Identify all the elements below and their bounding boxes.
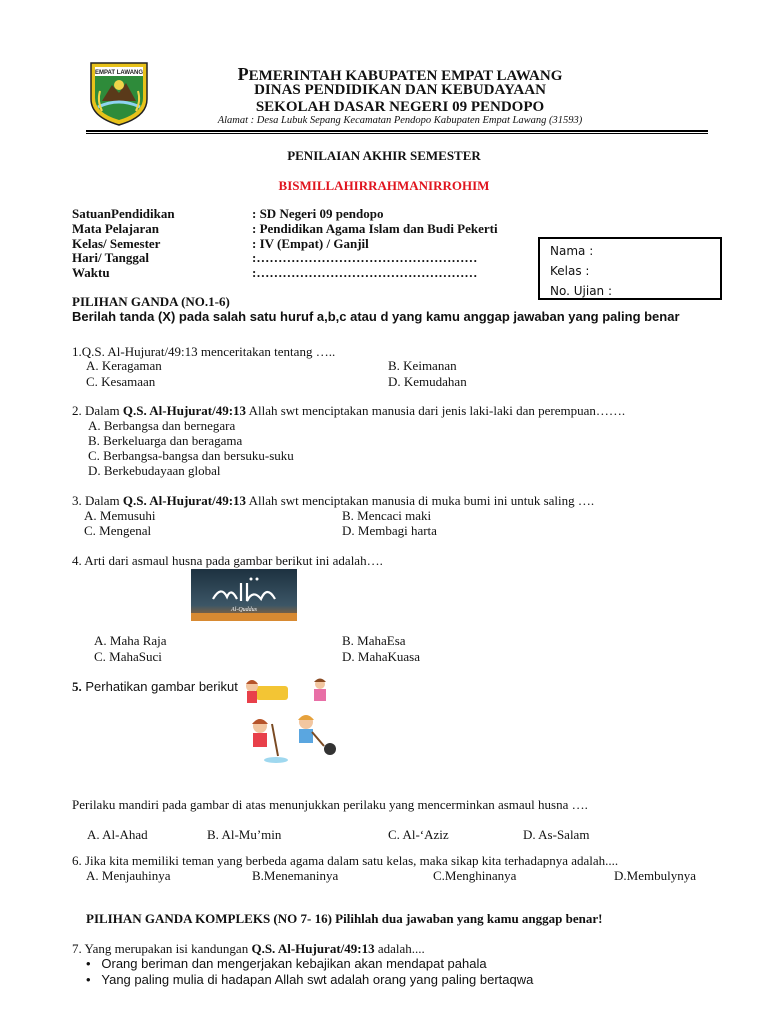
student-identity-box xyxy=(538,237,722,300)
q5-option-d[interactable]: D. As-Salam xyxy=(523,827,590,842)
calligraphy-caption: Al-Quddus xyxy=(231,607,257,613)
q7-option-1-text: Orang beriman dan mengerjakan kebajikan akan mendapat pahala xyxy=(101,956,487,971)
q4-option-d[interactable]: D. MahaKuasa xyxy=(342,649,420,664)
q2-reference: Q.S. Al-Hujurat/49:13 xyxy=(122,403,247,418)
q7-option-2-text: Yang paling mulia di hadapan Allah swt adalah orang yang paling bertaqwa xyxy=(101,972,534,987)
info-label-date: Hari/ Tanggal xyxy=(72,250,149,265)
q6-option-a[interactable]: A. Menjauhinya xyxy=(86,868,171,883)
question-2 xyxy=(72,403,625,419)
header-school: SEKOLAH DASAR NEGERI 09 PENDOPO xyxy=(255,99,545,115)
q3-pre: 3. Dalam xyxy=(72,493,123,508)
q2-pre: 2. Dalam xyxy=(72,403,123,418)
header-rule-thin xyxy=(86,133,708,134)
q7-reference: Q.S. Al-Hujurat/49:13 xyxy=(251,941,375,956)
q1-option-b[interactable]: B. Keimanan xyxy=(388,358,457,373)
info-value-class: : IV (Empat) / Ganjil xyxy=(252,236,369,251)
question-5-stem: Perilaku mandiri pada gambar di atas menunjukkan perilaku yang mencerminkan asmaul husna …. xyxy=(72,797,588,812)
question-1: 1.Q.S. Al-Hujurat/49:13 menceritakan tentang ….. xyxy=(72,344,336,359)
section-multiple-choice-instruction: Berilah tanda (X) pada salah satu huruf a,b,c atau d yang kamu anggap jawaban yang paling benar xyxy=(72,309,680,324)
q7-post: adalah.... xyxy=(374,941,425,956)
q3-post: Allah swt menciptakan manusia di muka bumi ini untuk saling …. xyxy=(246,493,595,508)
q2-option-b[interactable]: B. Berkeluarga dan beragama xyxy=(88,433,243,448)
section-complex-choice-title: PILIHAN GANDA KOMPLEKS (NO 7- 16) Pilihlah dua jawaban yang kamu anggap benar! xyxy=(86,911,603,926)
bullet-icon: • xyxy=(86,972,102,987)
q5-number: 5. xyxy=(72,679,82,694)
q6-option-c[interactable]: C.Menghinanya xyxy=(433,868,517,883)
bullet-icon: • xyxy=(86,956,102,971)
q1-option-a[interactable]: A. Keragaman xyxy=(86,358,162,373)
info-value-time: :…………………………………………… xyxy=(252,265,478,280)
q5-option-b[interactable]: B. Al-Mu’min xyxy=(207,827,282,842)
q5-option-c[interactable]: C. Al-‘Aziz xyxy=(388,827,449,842)
logo-lettering: EMPAT LAWANG xyxy=(94,70,144,76)
section-multiple-choice-title: PILIHAN GANDA (NO.1-6) xyxy=(72,294,230,309)
q5-option-a[interactable]: A. Al-Ahad xyxy=(87,827,148,842)
q5-intro-text: Perhatikan gambar berikut xyxy=(81,679,238,694)
q2-post: Allah swt menciptakan manusia dari jenis laki-laki dan perempuan……. xyxy=(246,403,626,418)
student-exam-number-field[interactable]: No. Ujian : xyxy=(550,284,613,298)
q3-option-d[interactable]: D. Membagi harta xyxy=(342,523,437,538)
student-class-field[interactable]: Kelas : xyxy=(550,264,590,278)
question-3 xyxy=(72,493,594,509)
q6-option-b[interactable]: B.Menemaninya xyxy=(252,868,339,883)
q3-option-b[interactable]: B. Mencaci maki xyxy=(342,508,432,523)
q1-option-d[interactable]: D. Kemudahan xyxy=(388,374,467,389)
bismillah-text: BISMILLAHIRRAHMANIRROHIM xyxy=(278,178,490,193)
header-rule-thick xyxy=(86,130,708,132)
info-value-date: :…………………………………………… xyxy=(252,250,478,265)
info-label-class: Kelas/ Semester xyxy=(72,236,161,251)
question-5-intro xyxy=(72,679,238,695)
q6-option-d[interactable]: D.Membulynya xyxy=(614,868,696,883)
question-6: 6. Jika kita memiliki teman yang berbeda agama dalam satu kelas, maka sikap kita terhadapnya adalah.... xyxy=(72,853,619,868)
q2-option-d[interactable]: D. Berkebudayaan global xyxy=(88,463,221,478)
q3-option-a[interactable]: A. Memusuhi xyxy=(84,508,156,523)
district-logo xyxy=(88,61,150,127)
q4-option-a[interactable]: A. Maha Raja xyxy=(94,633,167,648)
question-4: 4. Arti dari asmaul husna pada gambar berikut ini adalah…. xyxy=(72,553,383,568)
info-label-time: Waktu xyxy=(72,265,110,280)
q4-option-b[interactable]: B. MahaEsa xyxy=(342,633,406,648)
q4-option-c[interactable]: C. MahaSuci xyxy=(94,649,162,664)
q7-option-1[interactable] xyxy=(86,956,487,971)
exam-title: PENILAIAN AKHIR SEMESTER xyxy=(287,148,481,163)
header-government-text: EMERINTAH KABUPATEN EMPAT LAWANG xyxy=(248,68,563,84)
q7-option-2[interactable] xyxy=(86,972,533,987)
q3-reference: Q.S. Al-Hujurat/49:13 xyxy=(122,493,247,508)
header-address: Alamat : Desa Lubuk Sepang Kecamatan Pendopo Kabupaten Empat Lawang (31593) xyxy=(217,115,583,126)
info-value-school: : SD Negeri 09 pendopo xyxy=(252,206,384,221)
header-department: DINAS PENDIDIKAN DAN KEBUDAYAAN xyxy=(254,82,546,98)
q7-pre: 7. Yang merupakan isi kandungan xyxy=(72,941,252,956)
q2-option-a[interactable]: A. Berbangsa dan bernegara xyxy=(88,418,236,433)
al-quddus-calligraphy-image xyxy=(191,569,297,621)
header-initial: P xyxy=(237,64,249,84)
question-7 xyxy=(72,941,425,957)
info-label-subject: Mata Pelajaran xyxy=(72,221,160,236)
kids-cleaning-illustration xyxy=(238,676,338,766)
info-value-subject: : Pendidikan Agama Islam dan Budi Pekerti xyxy=(252,221,498,236)
q2-option-c[interactable]: C. Berbangsa-bangsa dan bersuku-suku xyxy=(88,448,294,463)
q3-option-c[interactable]: C. Mengenal xyxy=(84,523,152,538)
info-label-school: SatuanPendidikan xyxy=(72,206,175,221)
student-name-field[interactable]: Nama : xyxy=(550,244,594,258)
q1-option-c[interactable]: C. Kesamaan xyxy=(86,374,156,389)
